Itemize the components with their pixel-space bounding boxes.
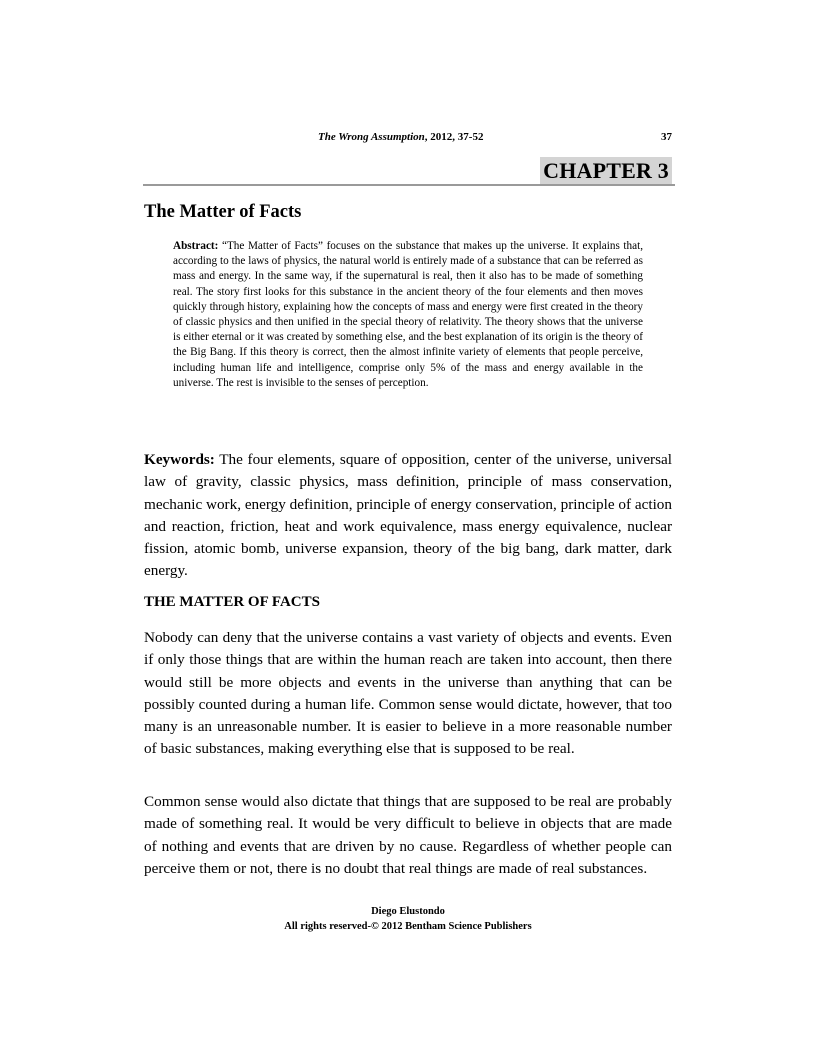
- chapter-rule: [143, 184, 675, 186]
- keywords-text: The four elements, square of opposition, center of the universe, universal law of gravity, classic physics, mass definition, principle of mass conservation, mechanic work, energy definition, principle of energy conservation, principle of action and reaction, friction, heat and work equivalence, mass energy equivalence, nuclear fission, atomic bomb, universe expansion, theory of the big bang, dark matter, dark energy.: [144, 451, 672, 580]
- abstract: [173, 239, 643, 391]
- running-head: [144, 131, 672, 147]
- book-title: The Wrong Assumption: [318, 131, 425, 143]
- keywords-label: Keywords:: [144, 451, 215, 468]
- footer-author: Diego Elustondo: [371, 906, 445, 917]
- abstract-text: “The Matter of Facts” focuses on the substance that makes up the universe. It explains that, according to the laws of physics, the natural world is entirely made of a substance that can be referred as mass and energy. In the same way, if the supernatural is real, then it also has to be made of something real. The story first looks for this substance in the ancient theory of the four elements and then moves quickly through history, explaining how the concepts of mass and energy were first created in the theory of classic physics and then unified in the special theory of relativity. The theory shows that the universe is either eternal or it was created by something else, and the best explanation of its origin is the theory of the Big Bang. If this theory is correct, then the almost infinite variety of elements that people perceive, including human life and intelligence, comprise only 5% of the mass and energy available in the universe. The rest is invisible to the senses of perception.: [173, 240, 643, 389]
- keywords: [144, 449, 672, 583]
- source-details: , 2012, 37-52: [424, 131, 484, 143]
- page-number: 37: [661, 131, 672, 143]
- abstract-label: Abstract:: [173, 240, 219, 252]
- body-paragraph: Nobody can deny that the universe contains a vast variety of objects and events. Even if only those things that are within the human reach are taken into account, then there would still be more objects and events in the universe than anything that can be possibly counted during a human life. Common sense would dictate, however, that too many is an unreasonable number. It is easier to believe in a more reasonable number of basic substances, making everything else that is supposed to be real.: [144, 629, 672, 758]
- chapter-label: CHAPTER 3: [540, 157, 672, 184]
- source-citation: [318, 131, 483, 143]
- section-heading: THE MATTER OF FACTS: [144, 594, 320, 610]
- chapter-title: The Matter of Facts: [144, 202, 302, 222]
- body-paragraph: Common sense would also dictate that things that are supposed to be real are probably made of something real. It would be very difficult to believe in objects that are made of nothing and events that are driven by no cause. Regardless of whether people can perceive them or not, there is no doubt that real things are made of real substances.: [144, 793, 672, 877]
- footer-copyright: All rights reserved-© 2012 Bentham Science Publishers: [284, 921, 532, 932]
